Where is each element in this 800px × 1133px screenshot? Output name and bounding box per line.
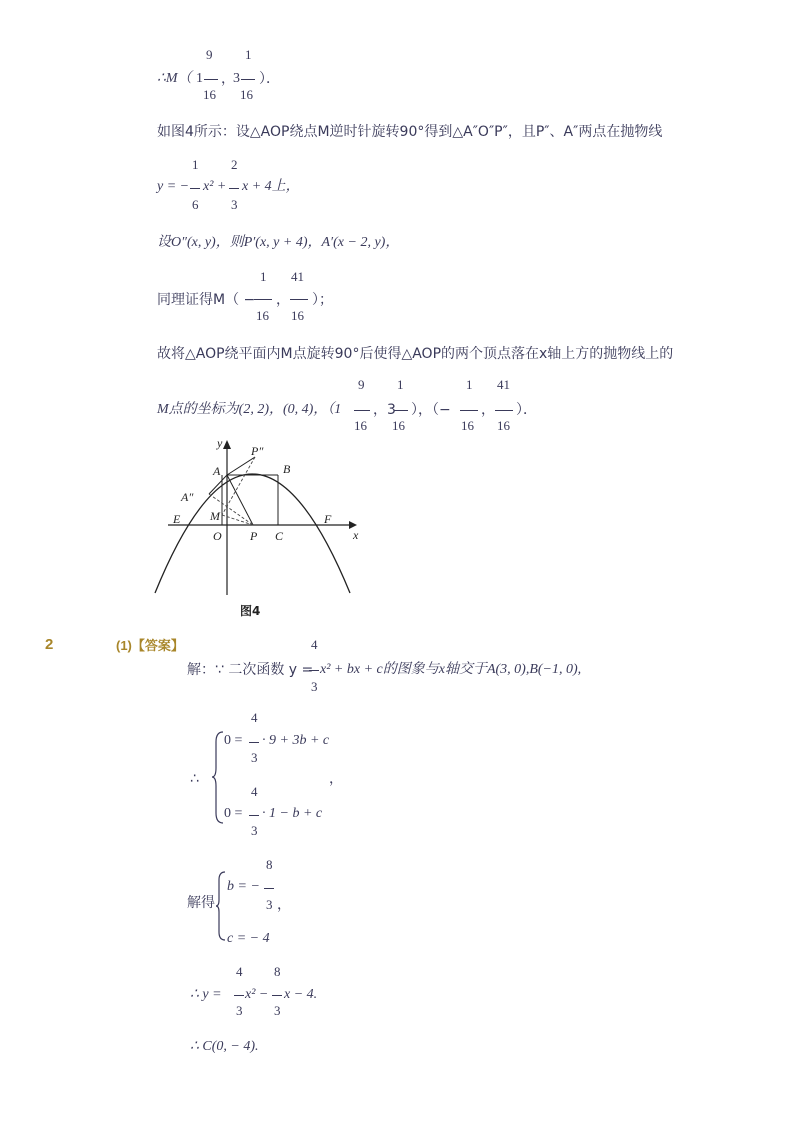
frac-numerator: 41 <box>497 377 510 392</box>
result-mid: x² − <box>245 987 269 1002</box>
frac-denominator: 3 <box>236 1003 243 1018</box>
fraction-bar <box>264 888 274 889</box>
fraction-bar <box>394 410 408 411</box>
fraction-bar <box>309 670 319 671</box>
eq1-prefix: b = − <box>227 879 260 894</box>
eq-suffix: x + 4上， <box>242 179 300 194</box>
figure-caption: 图4 <box>240 604 261 618</box>
line1-prefix: ∴M（ <box>157 71 192 86</box>
label-P: P <box>250 529 258 543</box>
mixed-integer: 1 <box>196 71 203 86</box>
line-end: ）． <box>259 71 280 87</box>
frac-numerator: 4 <box>251 784 258 799</box>
solve-label: 解得 <box>187 895 215 911</box>
frac-denominator: 3 <box>274 1003 281 1018</box>
eq-mid: x² + <box>203 179 227 194</box>
fraction-bar <box>354 410 370 411</box>
answer-label: (1)【答案】 <box>116 638 184 653</box>
label-P2: P″ <box>251 444 264 458</box>
label-O: O <box>213 529 222 543</box>
line6-conclusion: 故将△AOP绕平面内M点旋转90°后使得△AOP的两个顶点落在x轴上方的抛物线上的 <box>157 346 674 362</box>
mixed-integer: 3 <box>233 71 240 86</box>
result-prefix: ∴ y = <box>190 987 222 1002</box>
eq2: c = − 4 <box>227 931 270 946</box>
fraction-bar <box>272 995 282 996</box>
frac-denominator: 16 <box>461 418 474 433</box>
sep: ，3 <box>373 402 396 418</box>
frac-denominator: 16 <box>203 87 216 102</box>
frac-numerator: 2 <box>231 157 238 172</box>
frac-numerator: 1 <box>466 377 473 392</box>
line-end: ）； <box>312 292 333 308</box>
result-point-C: ∴ C(0, − 4). <box>190 1039 259 1054</box>
label-C: C <box>275 529 284 543</box>
line-end: ）． <box>516 402 537 418</box>
frac-numerator: 4 <box>251 710 258 725</box>
comma: ， <box>277 897 291 913</box>
frac-numerator: 4 <box>236 964 243 979</box>
label-M: M <box>210 509 220 523</box>
frac-numerator: 1 <box>260 269 267 284</box>
fraction-bar <box>290 299 308 300</box>
frac-denominator: 16 <box>240 87 253 102</box>
therefore-symbol: ∴ <box>190 771 199 787</box>
segment-AP <box>227 475 253 525</box>
frac-denominator: 16 <box>392 418 405 433</box>
label-x: x <box>353 528 359 542</box>
fraction-bar <box>495 410 513 411</box>
frac-denominator: 3 <box>251 750 258 765</box>
eq2-prefix: 0 = <box>224 806 243 821</box>
eq2-post: · 1 − b + c <box>262 806 323 821</box>
frac-numerator: 9 <box>206 47 213 62</box>
frac-denominator: 16 <box>291 308 304 323</box>
line4-set-O: 设O″(x, y)，则P′(x, y + 4)，A′(x − 2, y)， <box>157 235 400 250</box>
fraction-bar <box>234 995 244 996</box>
line2-rotation-description: 如图4所示：设△AOP绕点M逆时针旋转90°得到△A″O″P″，且P″、A″两点在抛物线 <box>157 124 663 140</box>
sol-suffix: x² + bx + c的图象与x轴交于A(3, 0),B(−1, 0), <box>320 662 582 677</box>
fraction-bar <box>229 188 239 189</box>
line7-prefix: M点的坐标为(2, 2)，(0, 4)，（1 <box>157 402 342 417</box>
separator: ， <box>221 71 235 87</box>
sol-prefix: 解：∵ 二次函数 y = <box>187 662 314 678</box>
y-axis-arrow-icon <box>223 440 231 449</box>
frac-numerator: 1 <box>245 47 252 62</box>
left-brace-icon <box>215 870 227 942</box>
sep: ， <box>481 402 495 418</box>
figure-4-diagram <box>150 435 380 635</box>
fraction-bar <box>460 410 478 411</box>
fraction-bar <box>254 299 272 300</box>
eq-prefix: y = − <box>157 179 190 194</box>
frac-numerator: 9 <box>358 377 365 392</box>
fraction-bar <box>249 742 259 743</box>
label-A: A <box>213 464 221 478</box>
frac-numerator: 8 <box>274 964 281 979</box>
segment-AP2 <box>227 457 255 475</box>
sep: ），（− <box>411 402 451 418</box>
left-brace-icon <box>211 730 225 825</box>
label-F: F <box>324 512 332 526</box>
eq1-prefix: 0 = <box>224 733 243 748</box>
frac-denominator: 6 <box>192 197 199 212</box>
frac-numerator: 41 <box>291 269 304 284</box>
eq1-post: · 9 + 3b + c <box>262 733 330 748</box>
comma: ， <box>329 771 343 787</box>
frac-denominator: 16 <box>354 418 367 433</box>
label-y: y <box>217 436 223 450</box>
label-B: B <box>283 462 291 476</box>
frac-numerator: 1 <box>397 377 404 392</box>
frac-numerator: 1 <box>192 157 199 172</box>
frac-numerator: 4 <box>311 637 318 652</box>
fraction-bar <box>204 79 218 80</box>
frac-denominator: 16 <box>497 418 510 433</box>
line5-prefix: 同理证得M（ − <box>157 292 256 308</box>
separator: ， <box>276 292 290 308</box>
fraction-bar <box>241 79 255 80</box>
fraction-bar <box>190 188 200 189</box>
frac-denominator: 3 <box>311 679 318 694</box>
frac-denominator: 3 <box>231 197 238 212</box>
fraction-bar <box>249 815 259 816</box>
frac-denominator: 16 <box>256 308 269 323</box>
label-A2: A″ <box>181 490 194 504</box>
frac-denominator: 3 <box>266 897 273 912</box>
result-suffix: x − 4. <box>284 987 318 1002</box>
question-number: 2 <box>45 636 54 653</box>
frac-denominator: 3 <box>251 823 258 838</box>
label-E: E <box>173 512 181 526</box>
frac-numerator: 8 <box>266 857 273 872</box>
